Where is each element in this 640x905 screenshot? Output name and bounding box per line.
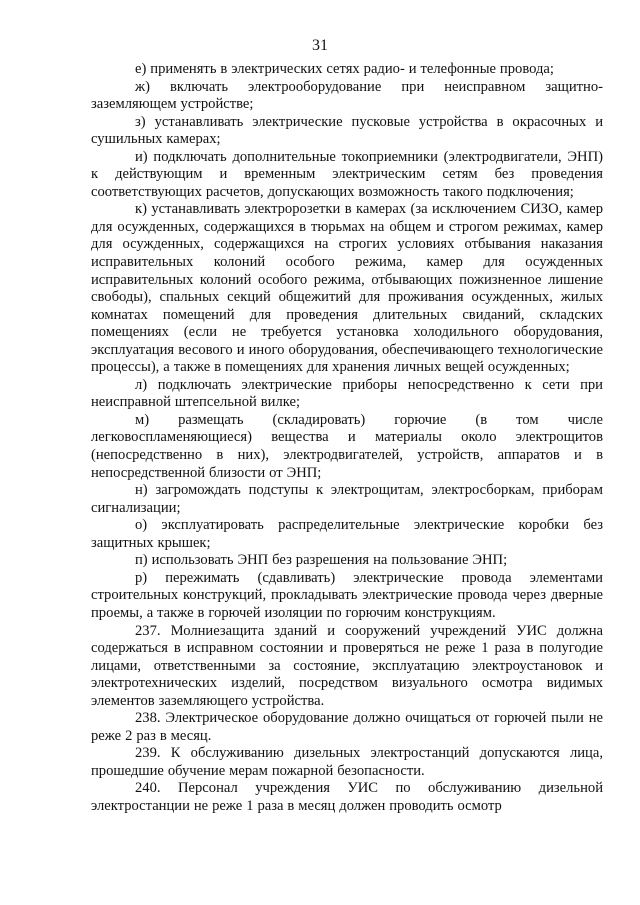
list-item-z: з) устанавливать электрические пусковые устройства в окрасочных и сушильных камерах; — [91, 113, 603, 148]
list-item-r: р) пережимать (сдавливать) электрические провода элементами строительных конструкций, прокладывать электрические провода через дверные проемы, а также в горючей изоляции по горючим конструкциям. — [91, 569, 603, 621]
list-item-o: о) эксплуатировать распределительные электрические коробки без защитных крышек; — [91, 517, 603, 551]
list-item-i: и) подключать дополнительные токоприемники (электродвигатели, ЭНП) к действующим и временным электрическим сетям без проведения соответствующих расчетов, допускающих возможность такого подключения; — [91, 148, 603, 200]
list-item-zh: ж) включать электрооборудование при неисправном защитно-заземляющем устройстве; — [91, 78, 603, 113]
paragraph-237: 237. Молниезащита зданий и сооружений учреждений УИС должна содержаться в исправном состоянии и проверяться не реже 1 раза в полугодие лицами, ответственными за состояние, эксплуатацию электроустановок и электротехнических изделий, посредством визуального осмотра видимых элементов заземляющего устройства. — [91, 622, 603, 709]
list-item-p: п) использовать ЭНП без разрешения на пользование ЭНП; — [135, 552, 508, 569]
document-body — [91, 61, 603, 816]
list-item-e: е) применять в электрических сетях радио- и телефонные провода; — [135, 61, 554, 77]
paragraph-238: 238. Электрическое оборудование должно очищаться от горючей пыли не реже 2 раз в месяц. — [91, 710, 603, 744]
list-item-l: л) подключать электрические приборы непосредственно к сети при неисправной штепсельной вилке; — [91, 376, 603, 411]
page-number: 31 — [312, 37, 328, 54]
list-item-k: к) устанавливать электророзетки в камерах (за исключением СИЗО, камер для осужденных, содержащихся в тюрьмах на общем и строгом режимах, камер для осужденных, содержащихся на строгих условиях отбывания наказания исправительных колоний особого режима, камер для осужденных исправительных колоний особого режима, отбывающих пожизненное лишение свободы), спальных секций общежитий для проживания осужденных, жилых комнатах помещений для проведения длительных свиданий, складских помещениях (если не требуется установка холодильного оборудования, эксплуатация весового и иного оборудования, обеспечивающего технологические процессы), а также в помещениях для хранения личных вещей осужденных; — [91, 201, 603, 376]
list-item-n: н) загромождать подступы к электрощитам, электросборкам, приборам сигнализации; — [91, 482, 603, 516]
paragraph-240: 240. Персонал учреждения УИС по обслуживанию дизельной электростанции не реже 1 раза в месяц должен проводить осмотр — [91, 780, 603, 814]
paragraph-239: 239. К обслуживанию дизельных электростанций допускаются лица, прошедшие обучение мерам пожарной безопасности. — [91, 745, 603, 779]
list-item-m: м) размещать (складировать) горючие (в том числе легковоспламеняющиеся) вещества и материалы около электрощитов (непосредственно в них), электродвигателей, устройств, аппаратов и в непосредственной близости от ЭНП; — [91, 411, 603, 481]
